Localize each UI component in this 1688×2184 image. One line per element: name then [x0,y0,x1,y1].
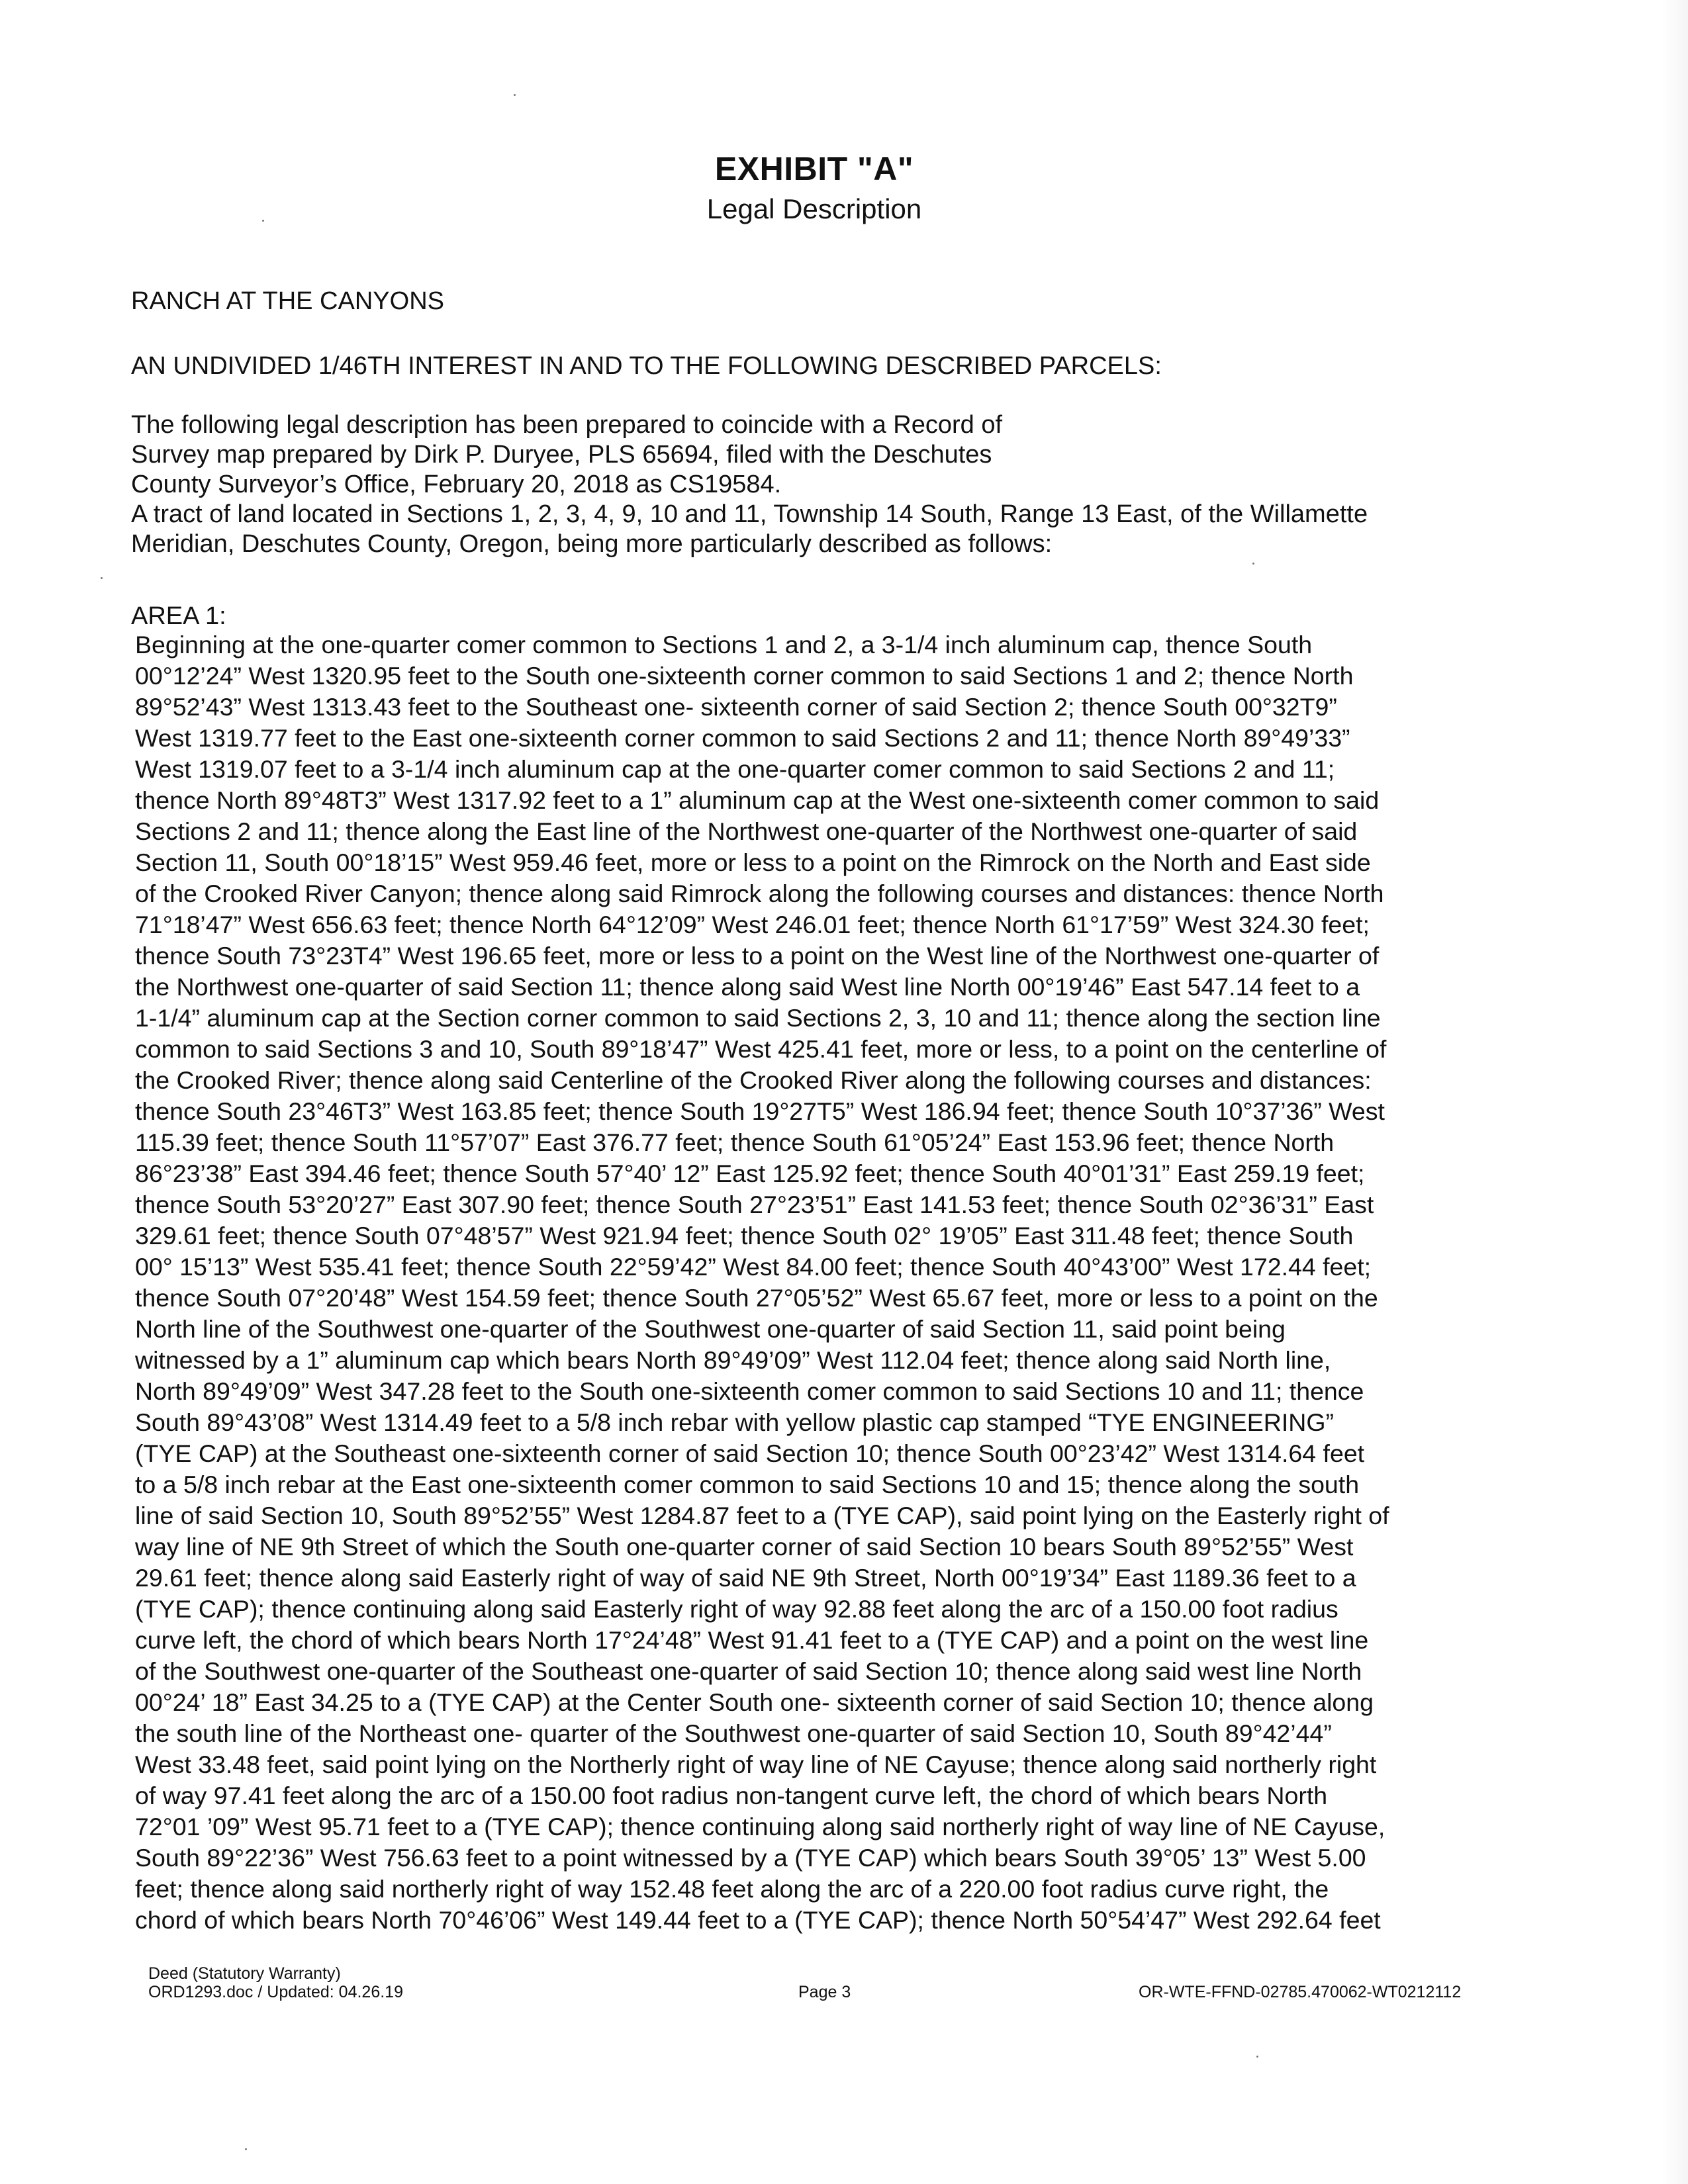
description-line: of way 97.41 feet along the arc of a 150.00 foot radius non-tangent curve left, the chord of which bears North [135,1782,1328,1809]
intro-line: A tract of land located in Sections 1, 2, 3, 4, 9, 10 and 11, Township 14 South, Range 13 East, of the Willamette [131,500,1368,528]
description-line: Sections 2 and 11; thence along the East line of the Northwest one-quarter of the Northwest one-quarter of said [135,817,1358,845]
description-line: thence South 07°20’48” West 154.59 feet; thence South 27°05’52” West 65.67 feet, more or less to a point on the [135,1284,1378,1312]
exhibit-subtitle: Legal Description [706,193,922,224]
description-line: Beginning at the one-quarter comer common to Sections 1 and 2, a 3-1/4 inch aluminum cap, thence South [135,631,1313,659]
description-line: thence South 23°46T3” West 163.85 feet; thence South 19°27T5” West 186.94 feet; thence South 10°37’36” West [135,1097,1385,1125]
description-line: thence North 89°48T3” West 1317.92 feet to a 1” aluminum cap at the West one-sixteenth comer common to said [135,786,1380,814]
description-line: thence South 73°23T4” West 196.65 feet, more or less to a point on the West line of the Northwest one-quarter of [135,942,1380,970]
description-line: 1-1/4” aluminum cap at the Section corner common to said Sections 2, 3, 10 and 11; thence along the section line [135,1004,1381,1032]
description-line: chord of which bears North 70°46’06” West 149.44 feet to a (TYE CAP); thence North 50°54’47” West 292.64 feet [135,1906,1381,1934]
description-line: thence South 53°20’27” East 307.90 feet; thence South 27°23’51” East 141.53 feet; thence South 02°36’31” East [135,1191,1374,1218]
description-line: way line of NE 9th Street of which the South one-quarter corner of said Section 10 bears South 89°52’55” West [135,1533,1354,1561]
area-label: AREA 1: [131,602,226,630]
footer-doc-ref: ORD1293.doc / Updated: 04.26.19 [148,1983,403,2001]
property-name-heading: RANCH AT THE CANYONS [131,287,444,315]
description-line: curve left, the chord of which bears North 17°24’48” West 91.41 feet to a (TYE CAP) and a point on the west line [135,1626,1369,1654]
scan-speck [245,2148,247,2150]
description-line: 329.61 feet; thence South 07°48’57” West 921.94 feet; thence South 02° 19’05” East 311.48 feet; thence South [135,1222,1354,1250]
page-number: Page 3 [798,1983,851,2001]
intro-line: County Surveyor’s Office, February 20, 2018 as CS19584. [131,471,782,498]
description-line: feet; thence along said northerly right of way 152.48 feet along the arc of a 220.00 foot radius curve right, the [135,1875,1329,1903]
exhibit-title: EXHIBIT "A" [714,150,914,187]
description-line: of the Crooked River Canyon; thence along said Rimrock along the following courses and distances: thence North [135,880,1384,907]
description-line: to a 5/8 inch rebar at the East one-sixteenth comer common to said Sections 10 and 15; thence along the south [135,1471,1360,1498]
description-line: 29.61 feet; thence along said Easterly right of way of said NE 9th Street, North 00°19’34” East 1189.36 feet to a [135,1564,1356,1592]
scan-speck [101,577,103,579]
description-line: 86°23’38” East 394.46 feet; thence South 57°40’ 12” East 125.92 feet; thence South 40°01’31” East 259.19 feet; [135,1160,1365,1187]
description-line: West 1319.07 feet to a 3-1/4 inch aluminum cap at the one-quarter comer common to said Sections 2 and 11; [135,755,1335,783]
description-line: 89°52’43” West 1313.43 feet to the Southeast one- sixteenth corner of said Section 2; thence South 00°32T9” [135,693,1337,721]
description-line: West 1319.77 feet to the East one-sixteenth corner common to said Sections 2 and 11; thence North 89°49’33” [135,724,1350,752]
description-line: West 33.48 feet, said point lying on the Northerly right of way line of NE Cayuse; thence along said northerly right [135,1751,1377,1778]
footer-doc-type: Deed (Statutory Warranty) [148,1964,341,1983]
intro-paragraph [131,410,1521,559]
intro-line: The following legal description has been prepared to coincide with a Record of [131,411,1003,439]
description-line: 00° 15’13” West 535.41 feet; thence South 22°59’42” West 84.00 feet; thence South 40°43’00” West 172.44 feet; [135,1253,1372,1281]
description-line: witnessed by a 1” aluminum cap which bears North 89°49’09” West 112.04 feet; thence along said North line, [135,1346,1331,1374]
description-line: 72°01 ’09” West 95.71 feet to a (TYE CAP); thence continuing along said northerly right of way line of NE Cayuse, [135,1813,1385,1841]
description-line: 71°18’47” West 656.63 feet; thence North 64°12’09” West 246.01 feet; thence North 61°17’59” West 324.30 feet; [135,911,1370,938]
intro-line: Meridian, Deschutes County, Oregon, being more particularly described as follows: [131,530,1053,558]
description-line: of the Southwest one-quarter of the Southeast one-quarter of said Section 10; thence along said west line North [135,1657,1362,1685]
file-number: OR-WTE-FFND-02785.470062-WT0212112 [1139,1983,1462,2001]
description-line: 00°24’ 18” East 34.25 to a (TYE CAP) at the Center South one- sixteenth corner of said Section 10; thence along [135,1688,1374,1716]
description-line: North 89°49’09” West 347.28 feet to the South one-sixteenth comer common to said Sections 10 and 11; thence [135,1377,1364,1405]
interest-heading: AN UNDIVIDED 1/46TH INTEREST IN AND TO THE FOLLOWING DESCRIBED PARCELS: [131,352,1162,380]
description-line: South 89°22’36” West 756.63 feet to a point witnessed by a (TYE CAP) which bears South 39°05’ 13” West 5.00 [135,1844,1366,1872]
description-line: 115.39 feet; thence South 11°57’07” East 376.77 feet; thence South 61°05’24” East 153.96 feet; thence North [135,1128,1335,1156]
scan-speck [514,94,516,96]
description-line: 00°12’24” West 1320.95 feet to the South one-sixteenth corner common to said Sections 1 and 2; thence North [135,662,1354,690]
description-line: South 89°43’08” West 1314.49 feet to a 5/8 inch rebar with yellow plastic cap stamped “TYE ENGINEERING” [135,1408,1335,1436]
scan-speck [1256,2056,1258,2058]
description-line: the Crooked River; thence along said Centerline of the Crooked River along the following courses and distances: [135,1066,1372,1094]
scan-edge-shading [1662,0,1688,2184]
description-line: Section 11, South 00°18’15” West 959.46 feet, more or less to a point on the Rimrock on the North and East side [135,848,1371,876]
description-line: common to said Sections 3 and 10, South 89°18’47” West 425.41 feet, more or less, to a point on the centerline of [135,1035,1387,1063]
description-line: line of said Section 10, South 89°52’55” West 1284.87 feet to a (TYE CAP), said point lying on the Easterly right of [135,1502,1389,1529]
description-line: the Northwest one-quarter of said Section 11; thence along said West line North 00°19’46” East 547.14 feet to a [135,973,1360,1001]
scan-speck [1252,563,1254,565]
intro-line: Survey map prepared by Dirk P. Duryee, PLS 65694, filed with the Deschutes [131,441,992,469]
description-line: (TYE CAP); thence continuing along said Easterly right of way 92.88 feet along the arc of a 150.00 foot radius [135,1595,1338,1623]
scan-speck [262,220,264,222]
legal-description-body [135,629,1519,1936]
footer-document-info [148,1964,403,2001]
description-line: the south line of the Northeast one- quarter of the Southwest one-quarter of said Section 10, South 89°42’44” [135,1719,1332,1747]
description-line: North line of the Southwest one-quarter of the Southwest one-quarter of said Section 11, said point being [135,1315,1286,1343]
description-line: (TYE CAP) at the Southeast one-sixteenth corner of said Section 10; thence South 00°23’42” West 1314.64 feet [135,1439,1365,1467]
